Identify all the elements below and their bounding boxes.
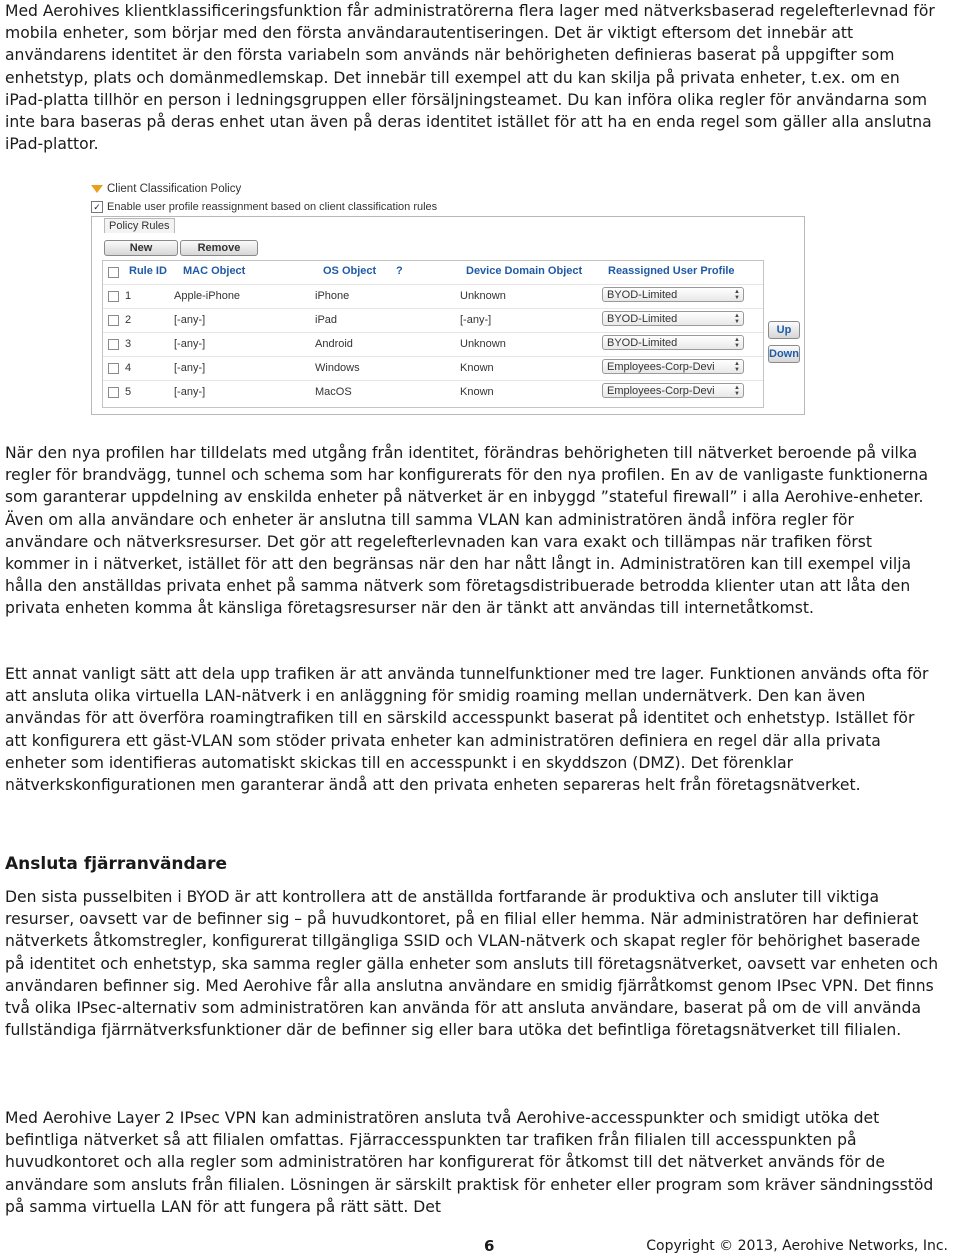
os-object-cell: Windows <box>315 362 360 374</box>
rule-id-cell: 1 <box>125 290 132 302</box>
enable-reassignment-checkbox[interactable]: ✓ <box>91 201 103 213</box>
move-up-button[interactable]: Up <box>768 321 800 339</box>
os-object-cell: iPhone <box>315 290 350 302</box>
mac-object-cell: [-any-] <box>174 362 206 374</box>
row-checkbox[interactable] <box>108 291 119 302</box>
column-header-reassigned-profile[interactable]: Reassigned User Profile <box>608 265 735 277</box>
paragraph-intro: Med Aerohives klientklassificeringsfunktion får administratörerna flera lager med nätverksbaserad regelefterlevnad för mobila enheter, som börjar med den första användarautentiseringen. Det är viktigt eftersom det innebär att användarens identitet är den första variabeln som används när behörigheten definieras baserat på uppgifter som enhetstyp, plats och domänmedlemskap. Det innebär till exempel att du kan skilja på privata enheter, t.ex. om en iPad-platta tillhör en person i ledningsgruppen eller försäljningsteamet. Du kan införa olika regler för användarna som inte bara baseras på deras enhet utan även på deras identitet istället för att ha en enda regel som gäller alla anslutna iPad-plattor. <box>5 2 935 154</box>
device-domain-cell: [-any-] <box>460 314 492 326</box>
section-header[interactable] <box>91 181 241 197</box>
rule-id-cell: 3 <box>125 338 132 350</box>
os-object-cell: MacOS <box>315 386 352 398</box>
table-row[interactable] <box>103 332 763 357</box>
move-down-button[interactable]: Down <box>768 345 800 363</box>
rule-id-cell: 2 <box>125 314 132 326</box>
column-header-mac-object[interactable]: MAC Object <box>183 265 246 277</box>
row-checkbox[interactable] <box>108 339 119 350</box>
os-object-cell: iPad <box>315 314 338 326</box>
paragraph-profile-assignment: När den nya profilen har tilldelats med utgång från identitet, förändras behörigheten till nätverket beroende på vilka regler för brandvägg, tunnel och schema som har konfigurerats för den nya profilen. En av de vanligaste funktionerna som garanterar uppdelning av enskilda enheter på nätverket är en inbyggd ”stateful firewall” i alla Aerohive-enheter. Även om alla användare och enheter är anslutna till samma VLAN kan administratören ändå införa regler för användare och nätverksresurser. Det gör att regelefterlevnaden kan vara exakt och tillämpas när trafiken först kommer in i nätverket, istället för att den begränsas när den har nått långt in. Administratören kan till exempel vilja hålla den anställdas privata enhet på samma nätverk som företagsdistribuerade betrodda klienter utan att låta den privata enheten komma åt känsliga företagsresurser när den är tänkt att användas till internetåtkomst. <box>5 444 929 618</box>
table-row[interactable] <box>103 356 763 381</box>
table-row[interactable] <box>103 380 763 405</box>
user-profile-value: Employees-Corp-Devi <box>607 360 715 373</box>
row-checkbox[interactable] <box>108 387 119 398</box>
table-row[interactable] <box>103 308 763 333</box>
paragraph-tunneling: Ett annat vanligt sätt att dela upp trafiken är att använda tunnelfunktioner med tre lager. Funktionen används ofta för att ansluta olika virtuella LAN-nätverk i en anläggning för smidig roaming mellan undernätverk. Den kan även användas för att överföra roamingtrafiken till en särskild accesspunkt baserat på identitet och enhetstyp. Istället för att konfigurera ett gäst-VLAN som stöder privata enheter kan administratören definiera en regel där alla privata enheter som identifieras automatiskt skickas till en accesspunkt i en skyddszon (DMZ). Det förenklar nätverkskonfigurationen men garanterar ändå att den privata enheten separeras helt från företagsnätverket. <box>5 665 929 795</box>
select-arrows-icon: ▲ ▼ <box>734 288 740 301</box>
mac-object-cell: Apple-iPhone <box>174 290 241 302</box>
row-checkbox[interactable] <box>108 315 119 326</box>
collapse-triangle-icon[interactable] <box>91 185 103 193</box>
paragraph-remote-users: Den sista pusselbiten i BYOD är att kontrollera att de anställda fortfarande är produktiva och ansluter till viktiga resurser, oavsett var de befinner sig – på huvudkontoret, på en filial eller hemma. När administratören har definierat nätverkets åtkomstregler, konfigurerat tillgängliga SSID och VLAN-nätverk och skapat regler för behörighet baserade på identitet och enhetstyp, ska samma regler gälla enheter som ansluts till företagsnätverket, oavsett var enheten och användaren befinner sig. Med Aerohive får alla anslutna användare en smidig fjärråtkomst genom IPsec VPN. Det finns två olika IPsec-alternativ som administratören kan använda för att ansluta användare, baserat på om de vill använda fullständiga fjärrnätverksfunktioner där de befinner sig eller bara utöka det befintliga företagsnätverket till filialen. <box>5 888 939 1040</box>
section-title: Client Classification Policy <box>107 183 242 195</box>
device-domain-cell: Unknown <box>460 338 506 350</box>
user-profile-select[interactable] <box>602 383 744 398</box>
select-arrows-icon: ▲ ▼ <box>734 336 740 349</box>
mac-object-cell: [-any-] <box>174 386 206 398</box>
os-object-cell: Android <box>315 338 353 350</box>
table-row[interactable] <box>103 284 763 309</box>
rule-id-cell: 4 <box>125 362 132 374</box>
user-profile-value: Employees-Corp-Devi <box>607 384 715 397</box>
user-profile-value: BYOD-Limited <box>607 312 678 325</box>
user-profile-value: BYOD-Limited <box>607 288 678 301</box>
remove-button[interactable]: Remove <box>180 240 258 256</box>
user-profile-select[interactable] <box>602 359 744 374</box>
device-domain-cell: Unknown <box>460 290 506 302</box>
user-profile-value: BYOD-Limited <box>607 336 678 349</box>
paragraph-layer2-vpn: Med Aerohive Layer 2 IPsec VPN kan administratören ansluta två Aerohive-accesspunkter och smidigt utöka det befintliga nätverket så att filialen omfattas. Fjärraccesspunkten tar trafiken från filialen till accesspunkten på huvudkontoret och alla regler som administratören har konfigurerat för åtkomst till det nätverket används för de användare som ansluts från filialen. Lösningen är särskilt praktisk för enheter eller program som kräver sändningsstöd på samma virtuella LAN för att fungera på rätt sätt. Det <box>5 1109 934 1216</box>
row-checkbox[interactable] <box>108 363 119 374</box>
enable-reassignment-label: Enable user profile reassignment based on client classification rules <box>107 201 438 213</box>
new-button[interactable]: New <box>104 240 178 256</box>
column-header-help[interactable]: ? <box>396 265 403 277</box>
device-domain-cell: Known <box>460 362 494 374</box>
select-all-checkbox[interactable] <box>108 267 119 278</box>
section-heading: Ansluta fjärranvändare <box>5 854 228 874</box>
select-arrows-icon: ▲ ▼ <box>734 384 740 397</box>
client-classification-screenshot <box>91 178 804 414</box>
column-header-os-object[interactable]: OS Object <box>323 265 377 277</box>
rules-table <box>102 260 764 408</box>
page-number: 6 <box>484 1237 495 1255</box>
policy-rules-panel <box>91 216 805 415</box>
mac-object-cell: [-any-] <box>174 314 206 326</box>
user-profile-select[interactable] <box>602 335 744 350</box>
mac-object-cell: [-any-] <box>174 338 206 350</box>
rule-id-cell: 5 <box>125 386 132 398</box>
column-header-device-domain[interactable]: Device Domain Object <box>466 265 583 277</box>
select-arrows-icon: ▲ ▼ <box>734 312 740 325</box>
device-domain-cell: Known <box>460 386 494 398</box>
enable-rule-row <box>91 201 437 213</box>
user-profile-select[interactable] <box>602 311 744 326</box>
select-arrows-icon: ▲ ▼ <box>734 360 740 373</box>
column-header-rule-id[interactable]: Rule ID <box>129 265 167 277</box>
tab-policy-rules[interactable]: Policy Rules <box>104 218 175 233</box>
copyright-notice: Copyright © 2013, Aerohive Networks, Inc. <box>646 1238 948 1254</box>
user-profile-select[interactable] <box>602 287 744 302</box>
